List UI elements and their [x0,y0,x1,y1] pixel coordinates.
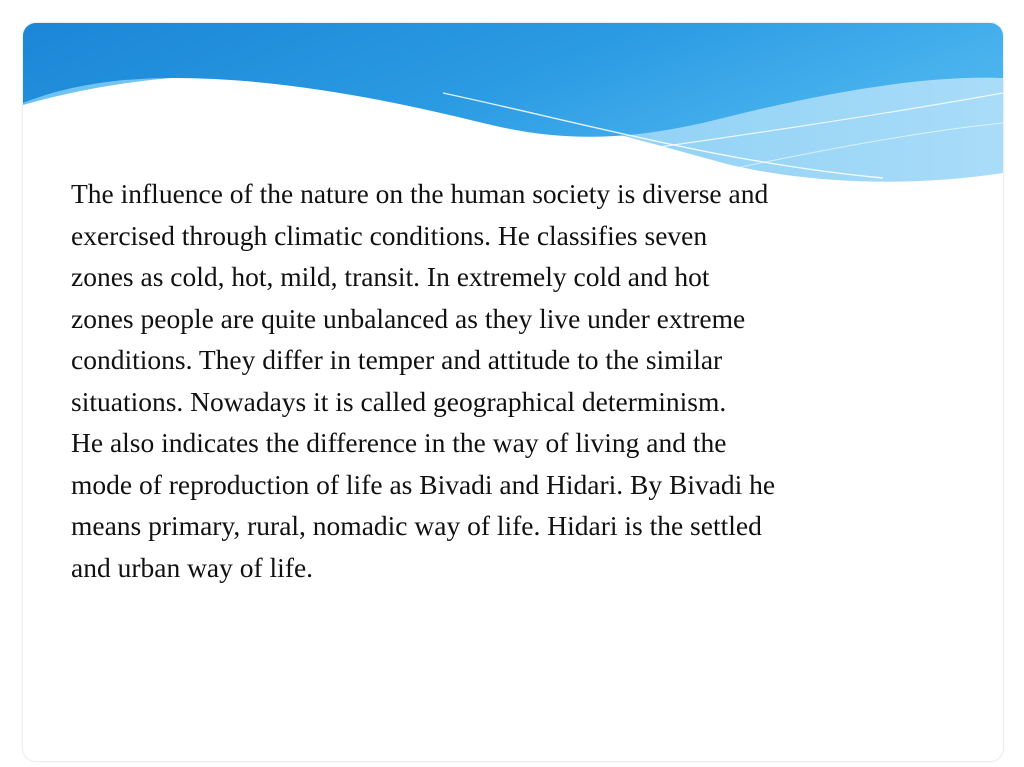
slide [22,22,1004,762]
body-paragraph [71,173,971,588]
text-line: conditions. They differ in temper and attitude to the similar [71,344,723,375]
text-line: situations. Nowadays it is called geographical determinism. [71,385,727,417]
text-line: mode of reproduction of life as Bivadi and Hidari. By Bivadi he [71,468,776,500]
text-line: and urban way of life. [71,551,314,583]
text-line: He also indicates the difference in the way of living and the [71,427,727,458]
text-line: zones people are quite unbalanced as they live under extreme [71,302,746,334]
text-line: The influence of the nature on the human society is diverse and [71,178,769,209]
wave-banner [23,23,1003,198]
text-line: exercised through climatic conditions. He classifies seven [71,219,708,251]
wave-banner-graphic [23,23,1003,198]
text-line: means primary, rural, nomadic way of life. Hidari is the settled [71,510,762,541]
text-line: zones as cold, hot, mild, transit. In extremely cold and hot [71,261,710,292]
